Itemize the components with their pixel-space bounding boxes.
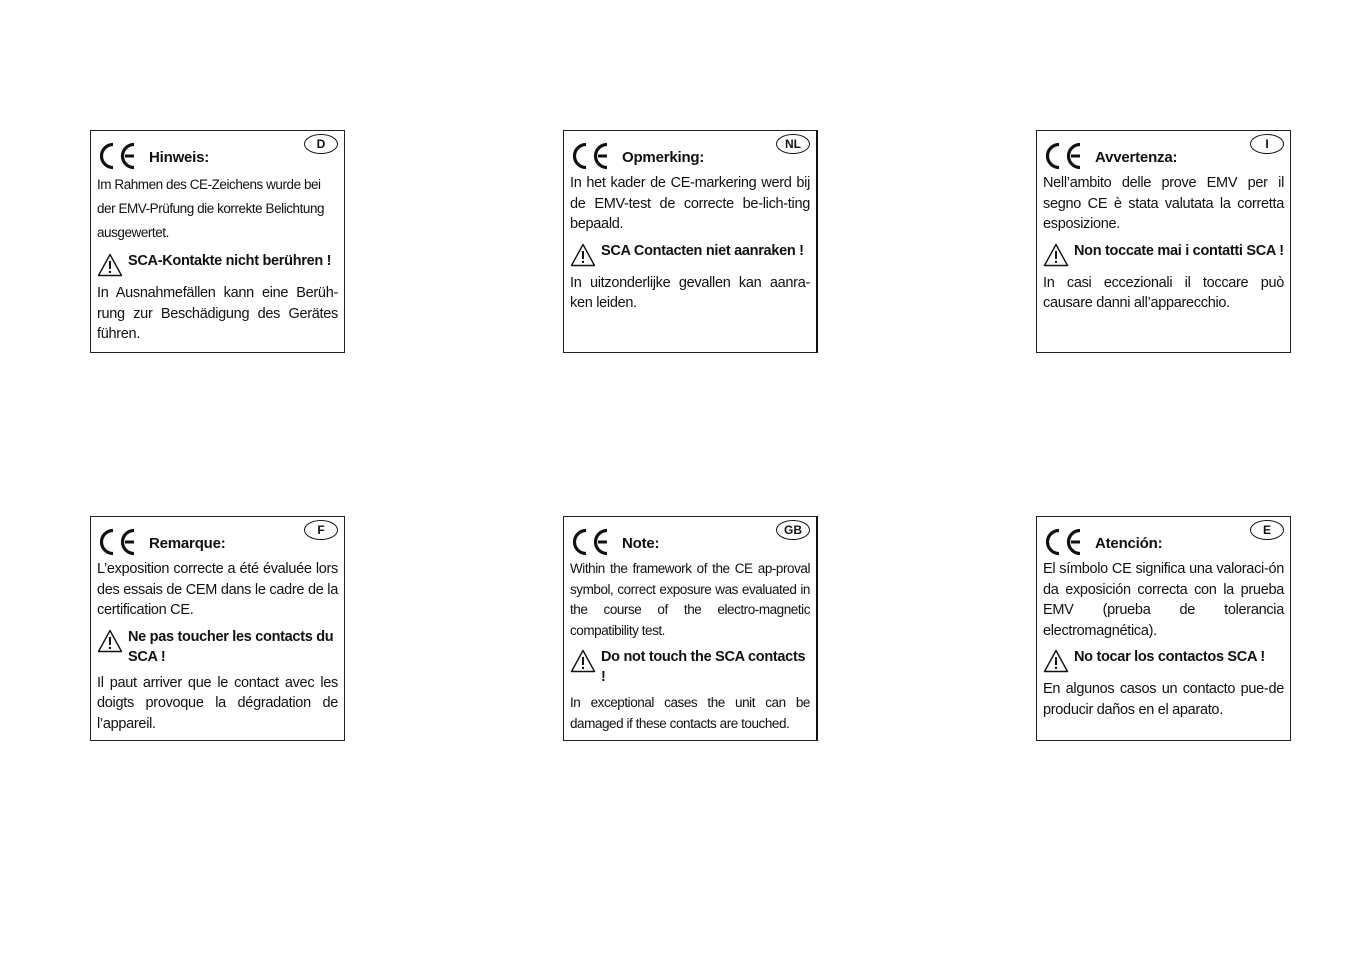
warning-text: SCA Contacten niet aanraken !	[601, 242, 804, 259]
warning-row	[97, 627, 338, 667]
card-text-secondary: In uitzonderlijke gevallen kan aanra-ken leiden.	[570, 274, 810, 311]
language-badge: F	[304, 520, 338, 540]
notice-card-d	[90, 130, 345, 353]
ce-mark-icon	[97, 142, 137, 170]
card-text-secondary: In exceptional cases the unit can be damaged if these contacts are touched.	[570, 695, 810, 731]
warning-triangle-icon	[97, 629, 123, 653]
warning-triangle-icon	[1043, 243, 1069, 267]
language-badge: NL	[776, 134, 810, 154]
ce-mark-icon	[570, 142, 610, 170]
ce-mark-icon	[570, 528, 610, 556]
card-text-secondary: Il paut arriver que le contact avec les doigts provoque la dégradation de l’appareil.	[97, 674, 338, 732]
language-badge: I	[1250, 134, 1284, 154]
card-text: L’exposition correcte a été évaluée lors des essais de CEM dans le cadre de la certification CE.	[97, 561, 338, 618]
warning-row	[1043, 241, 1284, 267]
card-text: Im Rahmen des CE-Zeichens wurde bei der EMV-Prüfung die korrekte Belichtung ausgewertet.	[97, 177, 325, 240]
notice-card-i	[1036, 130, 1291, 353]
card-heading: Hinweis:	[149, 149, 210, 166]
card-heading: Opmerking:	[622, 149, 705, 166]
warning-triangle-icon	[570, 243, 596, 267]
warning-text: Ne pas toucher les contacts du SCA !	[128, 628, 334, 665]
warning-text: SCA-Kontakte nicht berühren !	[128, 253, 332, 269]
warning-row	[570, 647, 810, 687]
warning-triangle-icon	[97, 253, 123, 277]
ce-mark-icon	[1043, 142, 1083, 170]
warning-row	[1043, 647, 1284, 673]
language-badge: D	[304, 134, 338, 154]
warning-text: No tocar los contactos SCA !	[1074, 649, 1265, 665]
warning-text: Do not touch the SCA contacts !	[601, 649, 806, 685]
card-text: Nell’ambito delle prove EMV per il segno CE è stata valutata la corretta esposizione.	[1043, 175, 1284, 232]
card-text-secondary: In casi eccezionali il toccare può causare danni all’apparecchio.	[1043, 274, 1284, 311]
card-text-secondary: En algunos casos un contacto pue-de producir daños en el aparato.	[1043, 681, 1284, 718]
notice-card-e	[1036, 516, 1291, 741]
card-heading: Atención:	[1095, 535, 1163, 552]
warning-triangle-icon	[1043, 649, 1069, 673]
notice-card-gb	[563, 516, 818, 741]
card-heading: Avvertenza:	[1095, 149, 1178, 166]
language-badge: GB	[776, 520, 810, 540]
notice-card-nl	[563, 130, 818, 353]
warning-text: Non toccate mai i contatti SCA !	[1074, 242, 1284, 259]
warning-triangle-icon	[570, 649, 596, 673]
ce-mark-icon	[1043, 528, 1083, 556]
ce-mark-icon	[97, 528, 137, 556]
notice-card-f	[90, 516, 345, 741]
card-text-secondary: In Ausnahmefällen kann eine Berüh-rung zur Beschädigung des Gerätes führen.	[97, 285, 338, 342]
warning-row	[570, 241, 810, 267]
card-text: Within the framework of the CE ap-proval symbol, correct exposure was evaluated in the course of the electro-magnetic compatibility test.	[570, 561, 810, 638]
card-text: El símbolo CE significa una valoraci-ón da exposición correcta con la prueba EMV (prueba de tolerancia electromagnética).	[1043, 561, 1284, 639]
card-heading: Remarque:	[149, 535, 226, 552]
language-badge: E	[1250, 520, 1284, 540]
card-text: In het kader de CE-markering werd bij de EMV-test de correcte be-lich-ting bepaald.	[570, 175, 810, 232]
card-heading: Note:	[622, 535, 660, 552]
warning-row	[97, 251, 338, 277]
